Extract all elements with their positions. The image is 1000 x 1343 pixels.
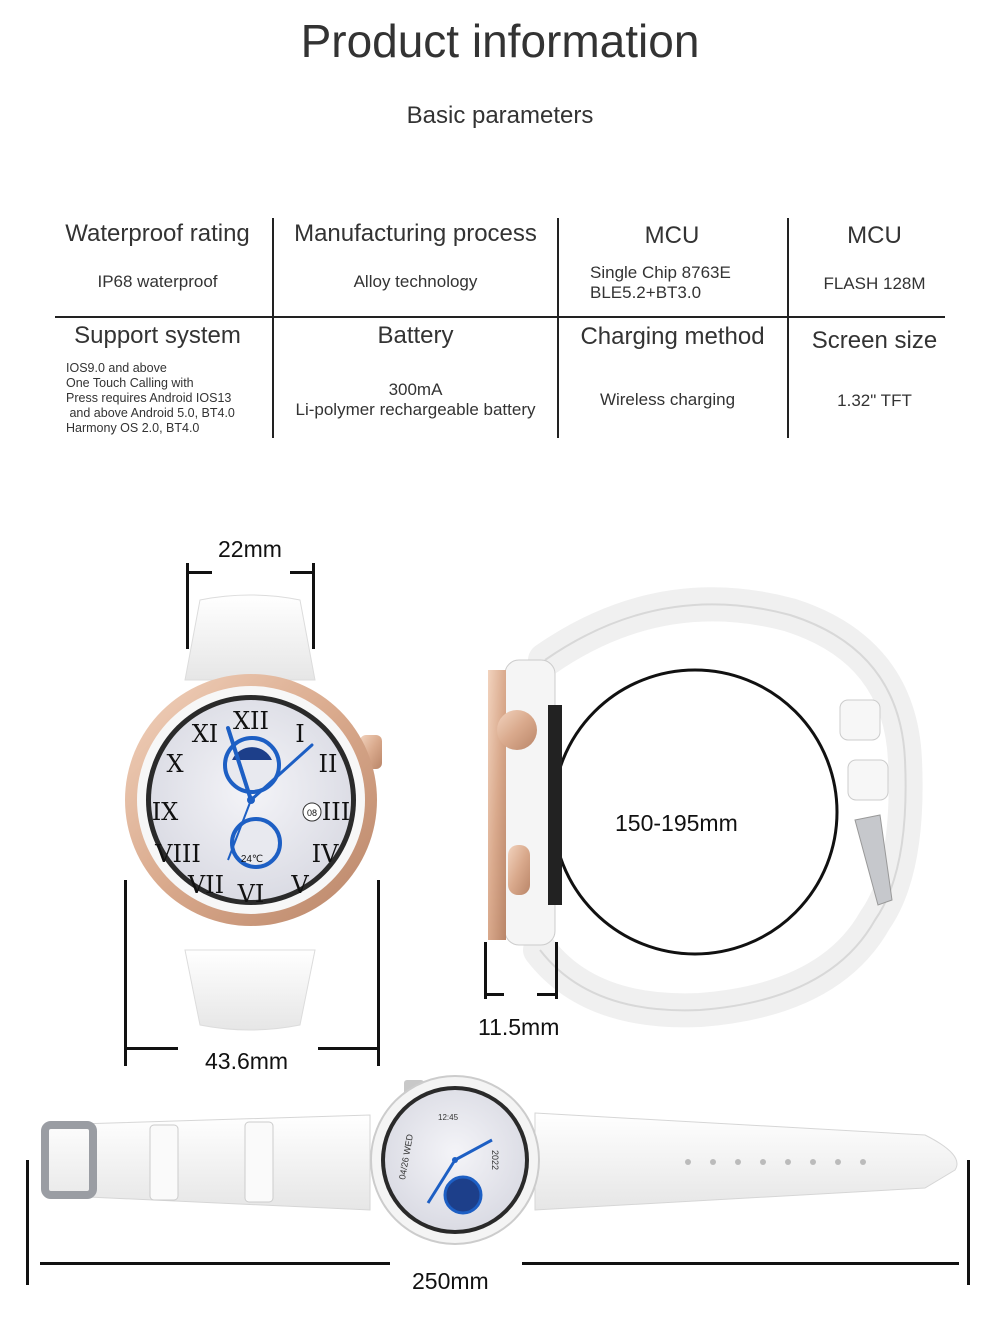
spec-label-battery: Battery <box>377 322 454 349</box>
svg-text:IX: IX <box>151 798 179 826</box>
dimension-line <box>484 942 487 999</box>
dimension-line <box>186 563 189 649</box>
svg-text:XI: XI <box>191 720 219 748</box>
side-watch-illustration <box>488 604 906 1010</box>
svg-text:VII: VII <box>187 871 225 899</box>
svg-text:XII: XII <box>232 707 270 735</box>
svg-text:III: III <box>321 798 351 826</box>
spec-label-support-system: Support system <box>74 322 241 349</box>
spec-value-screen-size: 1.32" TFT <box>837 391 912 410</box>
dimension-line <box>312 563 315 649</box>
date-badge: 08 <box>306 808 318 818</box>
spec-value-manufacturing: Alloy technology <box>353 272 478 291</box>
dimension-line <box>537 993 557 996</box>
spec-label-charging: Charging method <box>580 323 765 350</box>
spec-label-manufacturing: Manufacturing process <box>294 220 537 247</box>
flat-date-label: 04/26 WED <box>397 1133 415 1181</box>
dimension-line <box>290 571 314 574</box>
temperature-label: 24℃ <box>240 854 264 865</box>
spec-value-charging: Wireless charging <box>599 390 736 409</box>
dimension-line <box>318 1047 378 1050</box>
dimension-line <box>377 880 380 1066</box>
dimension-line <box>26 1160 29 1285</box>
page-subtitle: Basic parameters <box>406 102 594 129</box>
spec-value-battery: 300mA Li-polymer rechargeable battery <box>295 380 536 419</box>
svg-text:X: X <box>166 750 184 778</box>
dimension-case-diameter: 43.6mm <box>205 1048 289 1074</box>
dimension-line <box>967 1160 970 1285</box>
dimension-line <box>555 942 558 999</box>
svg-text:VIII: VIII <box>155 840 201 868</box>
spec-value-support-system: IOS9.0 and above One Touch Calling with Press requires Android IOS13 and above Android 5.0, BT4.0 Harmony OS 2.0, BT4.0 <box>66 361 235 435</box>
spec-label-waterproof: Waterproof rating <box>65 220 250 247</box>
flat-time-label: 12:45 <box>438 1113 459 1122</box>
svg-text:IV: IV <box>311 840 339 868</box>
svg-text:I: I <box>295 720 305 748</box>
flat-watch-illustration <box>45 1076 957 1244</box>
spec-value-waterproof: IP68 waterproof <box>97 272 218 291</box>
dimension-line <box>484 993 504 996</box>
side-button-icon <box>508 845 530 895</box>
front-watch-illustration <box>125 595 382 1030</box>
dimension-strap-width: 22mm <box>218 536 282 562</box>
flat-year-label: 2022 <box>490 1150 500 1171</box>
dimension-line <box>522 1262 959 1265</box>
side-bezel <box>488 670 506 940</box>
dimension-line <box>186 571 212 574</box>
spec-value-mcu-flash: FLASH 128M <box>823 274 926 293</box>
side-crown-icon <box>497 710 537 750</box>
page-title: Product information <box>300 15 700 67</box>
svg-text:V: V <box>291 871 309 899</box>
dimension-line <box>124 880 127 1066</box>
svg-text:II: II <box>318 750 338 778</box>
dimension-total-length: 250mm <box>412 1268 489 1294</box>
spec-value-mcu-chip: Single Chip 8763E BLE5.2+BT3.0 <box>590 263 731 302</box>
dimension-thickness: 11.5mm <box>478 1014 560 1040</box>
svg-text:VI: VI <box>237 880 265 908</box>
dimension-wrist-range: 150-195mm <box>615 810 738 836</box>
spec-label-mcu-chip: MCU <box>644 222 700 249</box>
spec-label-screen-size: Screen size <box>811 327 938 354</box>
spec-label-mcu-flash: MCU <box>847 222 902 249</box>
dimension-line <box>40 1262 390 1265</box>
dimension-line <box>124 1047 178 1050</box>
